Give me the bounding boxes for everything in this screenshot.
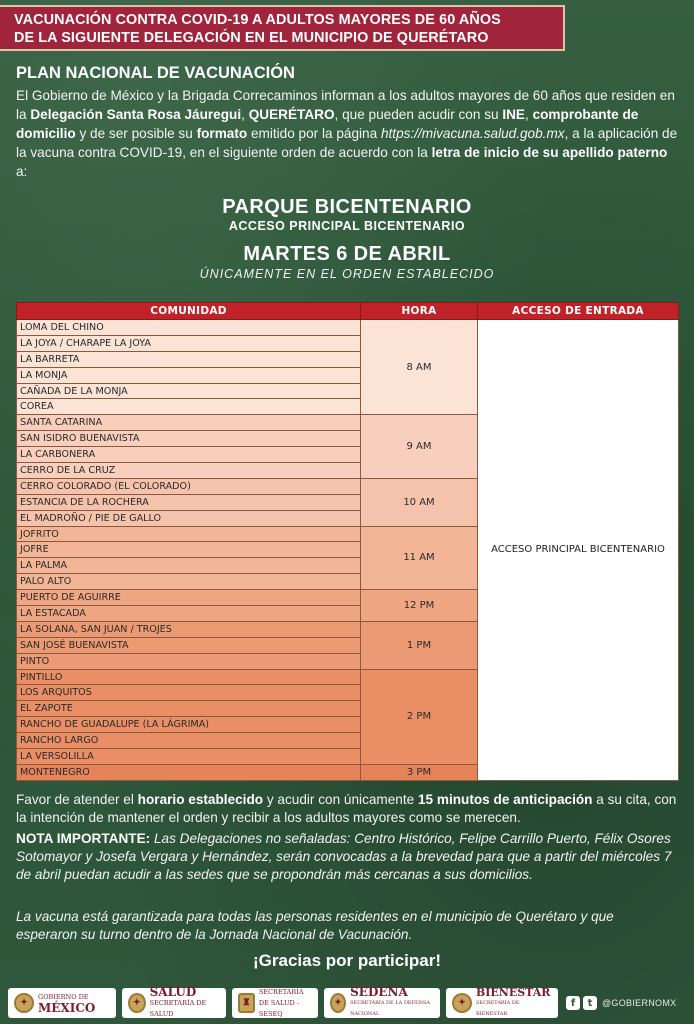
gracias-text: ¡Gracias por participar!	[252, 951, 441, 970]
eagle-seal-icon: ✦	[14, 993, 34, 1013]
comunidad-cell: SANTA CATARINA	[17, 415, 361, 431]
hora-cell: 11 AM	[361, 526, 478, 590]
footer-logos	[0, 982, 694, 1024]
eagle-seal-icon: ✦	[452, 993, 472, 1013]
comunidad-cell: JOFRE	[17, 542, 361, 558]
venue-block	[16, 196, 678, 233]
social-links	[566, 996, 676, 1010]
comunidad-cell: LA MONJA	[17, 367, 361, 383]
comunidad-cell: PALO ALTO	[17, 574, 361, 590]
sedena-logo: ✦ SEDENA SECRETARÍA DE LA DEFENSA NACIONAL	[324, 988, 440, 1018]
comunidad-cell: RANCHO DE GUADALUPE (LA LÁGRIMA)	[17, 717, 361, 733]
comunidad-cell: LOMA DEL CHINO	[17, 320, 361, 336]
header-hora: HORA	[361, 303, 478, 320]
comunidad-cell: JOFRITO	[17, 526, 361, 542]
schedule-body	[17, 320, 679, 781]
comunidad-cell: LA BARRETA	[17, 351, 361, 367]
hora-cell: 2 PM	[361, 669, 478, 764]
comunidad-cell: EL ZAPOTE	[17, 701, 361, 717]
eagle-seal-icon: ✦	[330, 993, 346, 1013]
comunidad-cell: LA PALMA	[17, 558, 361, 574]
date-title: MARTES 6 DE ABRIL	[243, 243, 451, 265]
hora-cell: 10 AM	[361, 478, 478, 526]
hora-cell: 1 PM	[361, 621, 478, 669]
facebook-icon[interactable]: f	[566, 996, 580, 1010]
comunidad-cell: ESTANCIA DE LA ROCHERA	[17, 494, 361, 510]
comunidad-cell: SAN ISIDRO BUENAVISTA	[17, 431, 361, 447]
venue-subtitle: ACCESO PRINCIPAL BICENTENARIO	[228, 219, 466, 233]
table-row	[17, 320, 679, 336]
eagle-seal-icon: ✦	[128, 993, 146, 1013]
favor-paragraph: Favor de atender el horario establecido y acudir con únicamente 15 minutos de anticipación a su cita, con la intención de mantener el orden y recibir a los adultos mayores como se merecen.	[16, 792, 677, 825]
hora-cell: 9 AM	[361, 415, 478, 479]
comunidad-cell: LA VERSOLILLA	[17, 749, 361, 765]
venue-name: PARQUE BICENTENARIO	[222, 196, 472, 218]
gobierno-mexico-logo: ✦ GOBIERNO DE MÉXICO	[8, 988, 116, 1018]
date-subtitle: ÚNICAMENTE EN EL ORDEN ESTABLECIDO	[199, 267, 495, 281]
intro-paragraph: El Gobierno de México y la Brigada Correcaminos informan a los adultos mayores de 60 años que residen en la Delegación Santa Rosa Jáuregui, QUERÉTARO, que pueden acudir con su INE, comprobante de domicilio y de ser posible su formato emitido por la página https://mivacuna.salud.gob.mx, a la aplicación de la vacuna contra COVID-19, en el siguiente orden de acuerdo con la letra de inicio de su apellido paterno a:	[16, 88, 678, 179]
comunidad-cell: LA SOLANA, SAN JUAN / TROJES	[17, 621, 361, 637]
nota-importante	[16, 830, 678, 884]
comunidad-cell: PUERTO DE AGUIRRE	[17, 590, 361, 606]
comunidad-cell: CERRO DE LA CRUZ	[17, 463, 361, 479]
bienestar-logo: ✦ BIENESTAR SECRETARÍA DE BIENESTAR	[446, 988, 558, 1018]
comunidad-cell: PINTILLO	[17, 669, 361, 685]
hora-cell: 12 PM	[361, 590, 478, 622]
comunidad-cell: LOS ARQUITOS	[17, 685, 361, 701]
comunidad-cell: PINTO	[17, 653, 361, 669]
salud-logo: ✦ SALUD SECRETARÍA DE SALUD	[122, 988, 226, 1018]
comunidad-cell: CERRO COLORADO (EL COLORADO)	[17, 478, 361, 494]
comunidad-cell: SAN JOSÉ BUENAVISTA	[17, 637, 361, 653]
banner-line-1: VACUNACIÓN CONTRA COVID-19 A ADULTOS MAYORES DE 60 AÑOS	[14, 12, 501, 28]
comunidad-cell: LA ESTACADA	[17, 606, 361, 622]
seseq-logo: ♜ SECRETARÍA DE SALUD - SESEQ	[232, 988, 318, 1018]
hora-cell: 8 AM	[361, 320, 478, 415]
acceso-cell: ACCESO PRINCIPAL BICENTENARIO	[478, 320, 679, 781]
queretaro-shield-icon: ♜	[238, 993, 255, 1013]
twitter-icon[interactable]: t	[583, 996, 597, 1010]
comunidad-cell: COREA	[17, 399, 361, 415]
comunidad-cell: EL MADROÑO / PIE DE GALLO	[17, 510, 361, 526]
banner-line-2: DE LA SIGUIENTE DELEGACIÓN EN EL MUNICIPIO DE QUERÉTARO	[14, 30, 489, 46]
vaccine-url: https://mivacuna.salud.gob.mx	[380, 126, 565, 141]
hora-cell: 3 PM	[361, 764, 478, 780]
header-banner	[0, 5, 565, 51]
plan-title: PLAN NACIONAL DE VACUNACIÓN	[16, 64, 295, 82]
header-comunidad: COMUNIDAD	[17, 303, 361, 320]
date-block	[16, 243, 678, 281]
comunidad-cell: CAÑADA DE LA MONJA	[17, 383, 361, 399]
header-acceso: ACCESO DE ENTRADA	[478, 303, 679, 320]
comunidad-cell: LA CARBONERA	[17, 447, 361, 463]
comunidad-cell: LA JOYA / CHARAPE LA JOYA	[17, 335, 361, 351]
schedule-table	[16, 302, 679, 781]
social-handle: @GOBIERNOMX	[602, 998, 677, 1008]
nota-text: Las Delegaciones no señaladas: Centro Histórico, Felipe Carrillo Puerto, Félix Osores Sotomayor y Josefa Vergara y Hernández, serán convocadas a la brevedad para que a partir del miércoles 7 de abril puedan acudir a las sedes que se propondrán más cercanas a sus domicilios.	[16, 831, 672, 882]
comunidad-cell: MONTENEGRO	[17, 764, 361, 780]
nota-label: NOTA IMPORTANTE:	[16, 831, 151, 846]
garantia-paragraph: La vacuna está garantizada para todas las personas residentes en el municipio de Querétaro y que esperaron su turno dentro de la Jornada Nacional de Vacunación.	[16, 909, 614, 942]
comunidad-cell: RANCHO LARGO	[17, 733, 361, 749]
